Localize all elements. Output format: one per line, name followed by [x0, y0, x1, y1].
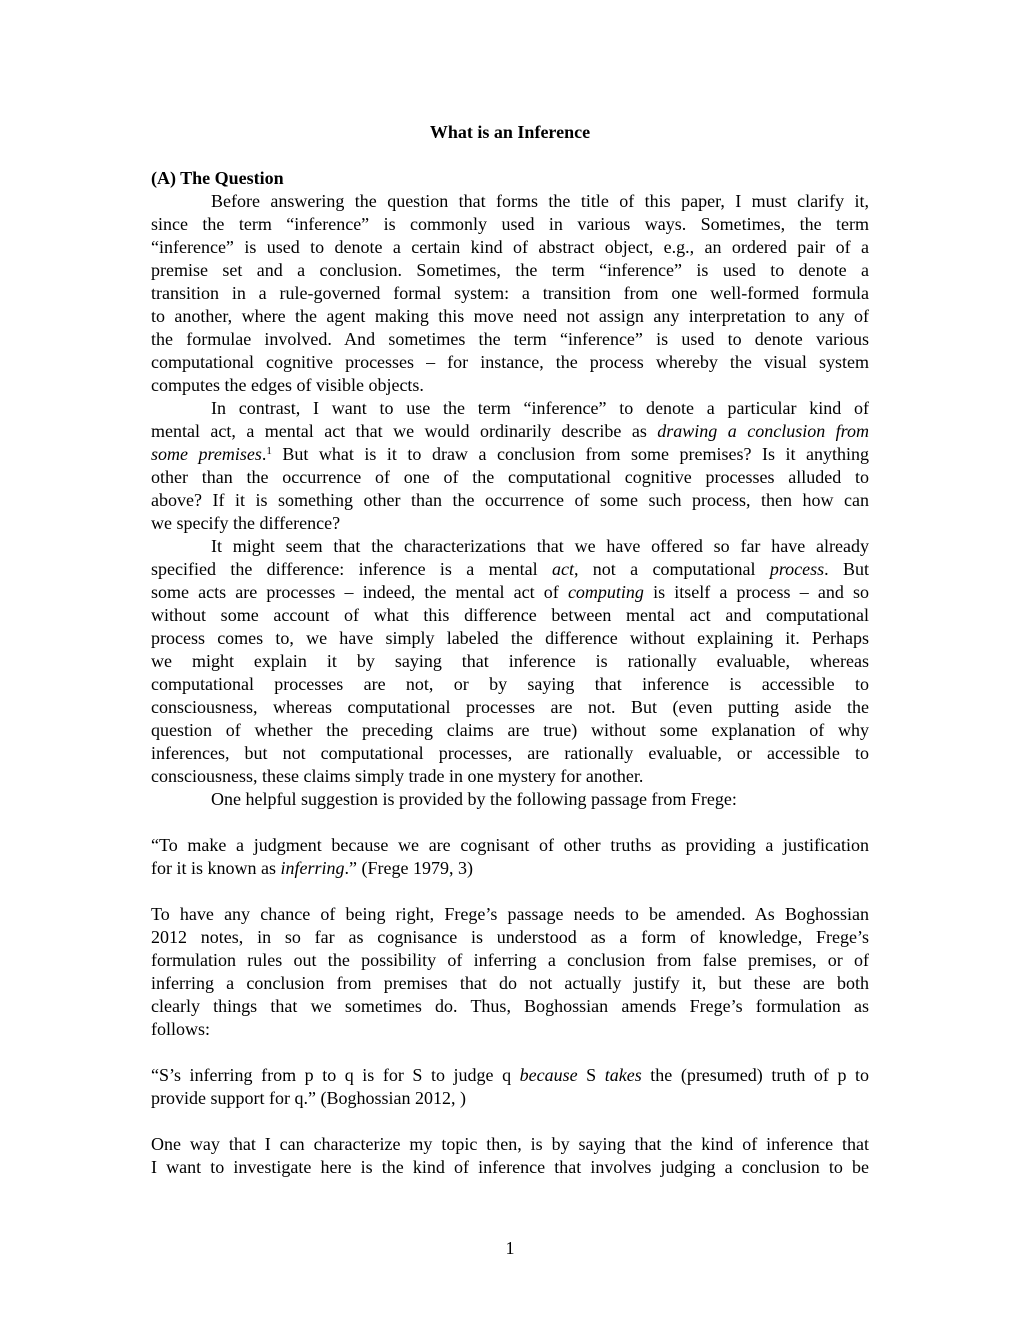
text-line — [151, 443, 869, 466]
italic-text: takes — [604, 1065, 642, 1085]
page-number: 1 — [505, 1238, 515, 1258]
text-run: some acts are processes – indeed, the mental act of — [151, 582, 568, 602]
text-run: transition in a rule-governed formal system: a transition from one well-formed formula — [151, 283, 869, 303]
text-run: other than the occurrence of one of the computational cognitive processes alluded to — [151, 467, 869, 487]
text-run: question of whether the preceding claims are true) without some explanation of why — [151, 720, 869, 740]
blank-line — [151, 1041, 869, 1064]
text-run: computes the edges of visible objects. — [151, 375, 424, 395]
blank-line — [151, 811, 869, 834]
text-run: . — [261, 444, 267, 464]
text-run: to another, where the agent making this move need not assign any interpretation to any of — [151, 306, 869, 326]
text-line — [151, 719, 869, 742]
text-run: Before answering the question that forms the title of this paper, I must clarify it, — [211, 191, 869, 211]
text-line — [151, 420, 869, 443]
text-run: , not a computational — [573, 559, 770, 579]
footnote-marker[interactable]: 1 — [266, 445, 272, 457]
text-run: formulation rules out the possibility of inferring a conclusion from false premises, or of — [151, 950, 869, 970]
text-run: computational cognitive processes – for instance, the process whereby the visual system — [151, 352, 869, 372]
text-run: One helpful suggestion is provided by the following passage from Frege: — [211, 789, 737, 809]
text-run: specified the difference: inference is a mental — [151, 559, 552, 579]
text-line — [151, 1064, 869, 1087]
text-run: consciousness, whereas computational processes are not. But (even putting aside the — [151, 697, 869, 717]
text-line — [151, 627, 869, 650]
text-run: inferences, but not computational processes, are rationally evaluable, or accessible to — [151, 743, 869, 763]
italic-text: some premises — [151, 444, 262, 464]
text-run: . But — [824, 559, 869, 579]
text-run: mental act, a mental act that we would ordinarily describe as — [151, 421, 658, 441]
text-line — [151, 1018, 869, 1041]
text-run: clearly things that we sometimes do. Thus, Boghossian amends Frege’s formulation as — [151, 996, 869, 1016]
text-run: we specify the difference? — [151, 513, 341, 533]
text-run: One way that I can characterize my topic then, is by saying that the kind of inference that — [151, 1134, 869, 1154]
text-line — [151, 351, 869, 374]
text-line — [151, 282, 869, 305]
italic-text: process — [769, 559, 825, 579]
text-run: follows: — [151, 1019, 211, 1039]
text-line — [151, 259, 869, 282]
text-run: the formulae involved. And sometimes the term “inference” is used to denote various — [151, 329, 869, 349]
blank-line — [151, 1110, 869, 1133]
text-line — [151, 397, 869, 420]
text-run: the (presumed) truth of p to — [641, 1065, 869, 1085]
text-line — [151, 236, 869, 259]
text-line — [151, 328, 869, 351]
blank-line — [151, 144, 869, 167]
text-line — [151, 1087, 869, 1110]
text-line — [151, 926, 869, 949]
text-line — [151, 834, 869, 857]
text-line — [151, 489, 869, 512]
text-line — [151, 535, 869, 558]
text-run: I want to investigate here is the kind of inference that involves judging a conclusion to be — [151, 1157, 869, 1177]
page-title: What is an Inference — [429, 122, 591, 142]
text-line — [151, 857, 869, 880]
italic-text: computing — [567, 582, 644, 602]
text-line — [151, 696, 869, 719]
italic-text: act — [551, 559, 574, 579]
text-line — [151, 558, 869, 581]
blank-line — [151, 880, 869, 903]
text-run: But what is it to draw a conclusion from some premises? Is it anything — [271, 444, 869, 464]
text-run: S — [577, 1065, 605, 1085]
text-line — [151, 512, 869, 535]
text-run: inferring a conclusion from premises that do not actually justify it, but these are both — [151, 973, 869, 993]
text-run: “To make a judgment because we are cognisant of other truths as providing a justification — [151, 835, 869, 855]
text-line — [151, 742, 869, 765]
text-line — [151, 374, 869, 397]
text-line — [151, 604, 869, 627]
text-run: In contrast, I want to use the term “inference” to denote a particular kind of — [211, 398, 869, 418]
text-run: provide support for q.” (Boghossian 2012, ) — [151, 1088, 466, 1108]
text-run: process comes to, we have simply labeled the difference without explaining it. Perhaps — [151, 628, 869, 648]
italic-text: inferring — [280, 858, 345, 878]
text-run: It might seem that the characterizations that we have offered so far have already — [211, 536, 869, 556]
text-run: above? If it is something other than the occurrence of some such process, then how can — [151, 490, 869, 510]
text-run: without some account of what this difference between mental act and computational — [151, 605, 869, 625]
text-line — [151, 765, 869, 788]
italic-text: drawing a conclusion from — [657, 421, 869, 441]
text-run: consciousness, these claims simply trade in one mystery for another. — [151, 766, 644, 786]
text-line — [151, 673, 869, 696]
text-line — [151, 581, 869, 604]
text-run: To have any chance of being right, Frege’s passage needs to be amended. As Boghossian — [151, 904, 869, 924]
text-run: we might explain it by saying that inference is rationally evaluable, whereas — [151, 651, 869, 671]
text-run: 2012 notes, in so far as cognisance is understood as a form of knowledge, Frege’s — [151, 927, 869, 947]
text-run: is itself a process – and so — [643, 582, 869, 602]
text-line — [151, 466, 869, 489]
text-line — [151, 995, 869, 1018]
text-line — [151, 190, 869, 213]
text-line — [151, 1133, 869, 1156]
text-line — [151, 650, 869, 673]
text-line — [151, 903, 869, 926]
text-line — [151, 949, 869, 972]
italic-text: because — [519, 1065, 578, 1085]
text-run: premise set and a conclusion. Sometimes, the term “inference” is used to denote a — [151, 260, 869, 280]
text-line — [151, 1156, 869, 1179]
text-line — [151, 788, 869, 811]
text-run: computational processes are not, or by saying that inference is accessible to — [151, 674, 869, 694]
text-line — [151, 213, 869, 236]
section-heading: (A) The Question — [151, 168, 284, 188]
text-line — [151, 972, 869, 995]
text-line — [151, 305, 869, 328]
document-body — [151, 121, 869, 1179]
text-run: .” (Frege 1979, 3) — [344, 858, 473, 878]
text-run: since the term “inference” is commonly used in various ways. Sometimes, the term — [151, 214, 869, 234]
text-run: for it is known as — [151, 858, 281, 878]
text-run: “S’s inferring from p to q is for S to judge q — [151, 1065, 520, 1085]
text-run: “inference” is used to denote a certain kind of abstract object, e.g., an ordered pair of a — [151, 237, 869, 257]
